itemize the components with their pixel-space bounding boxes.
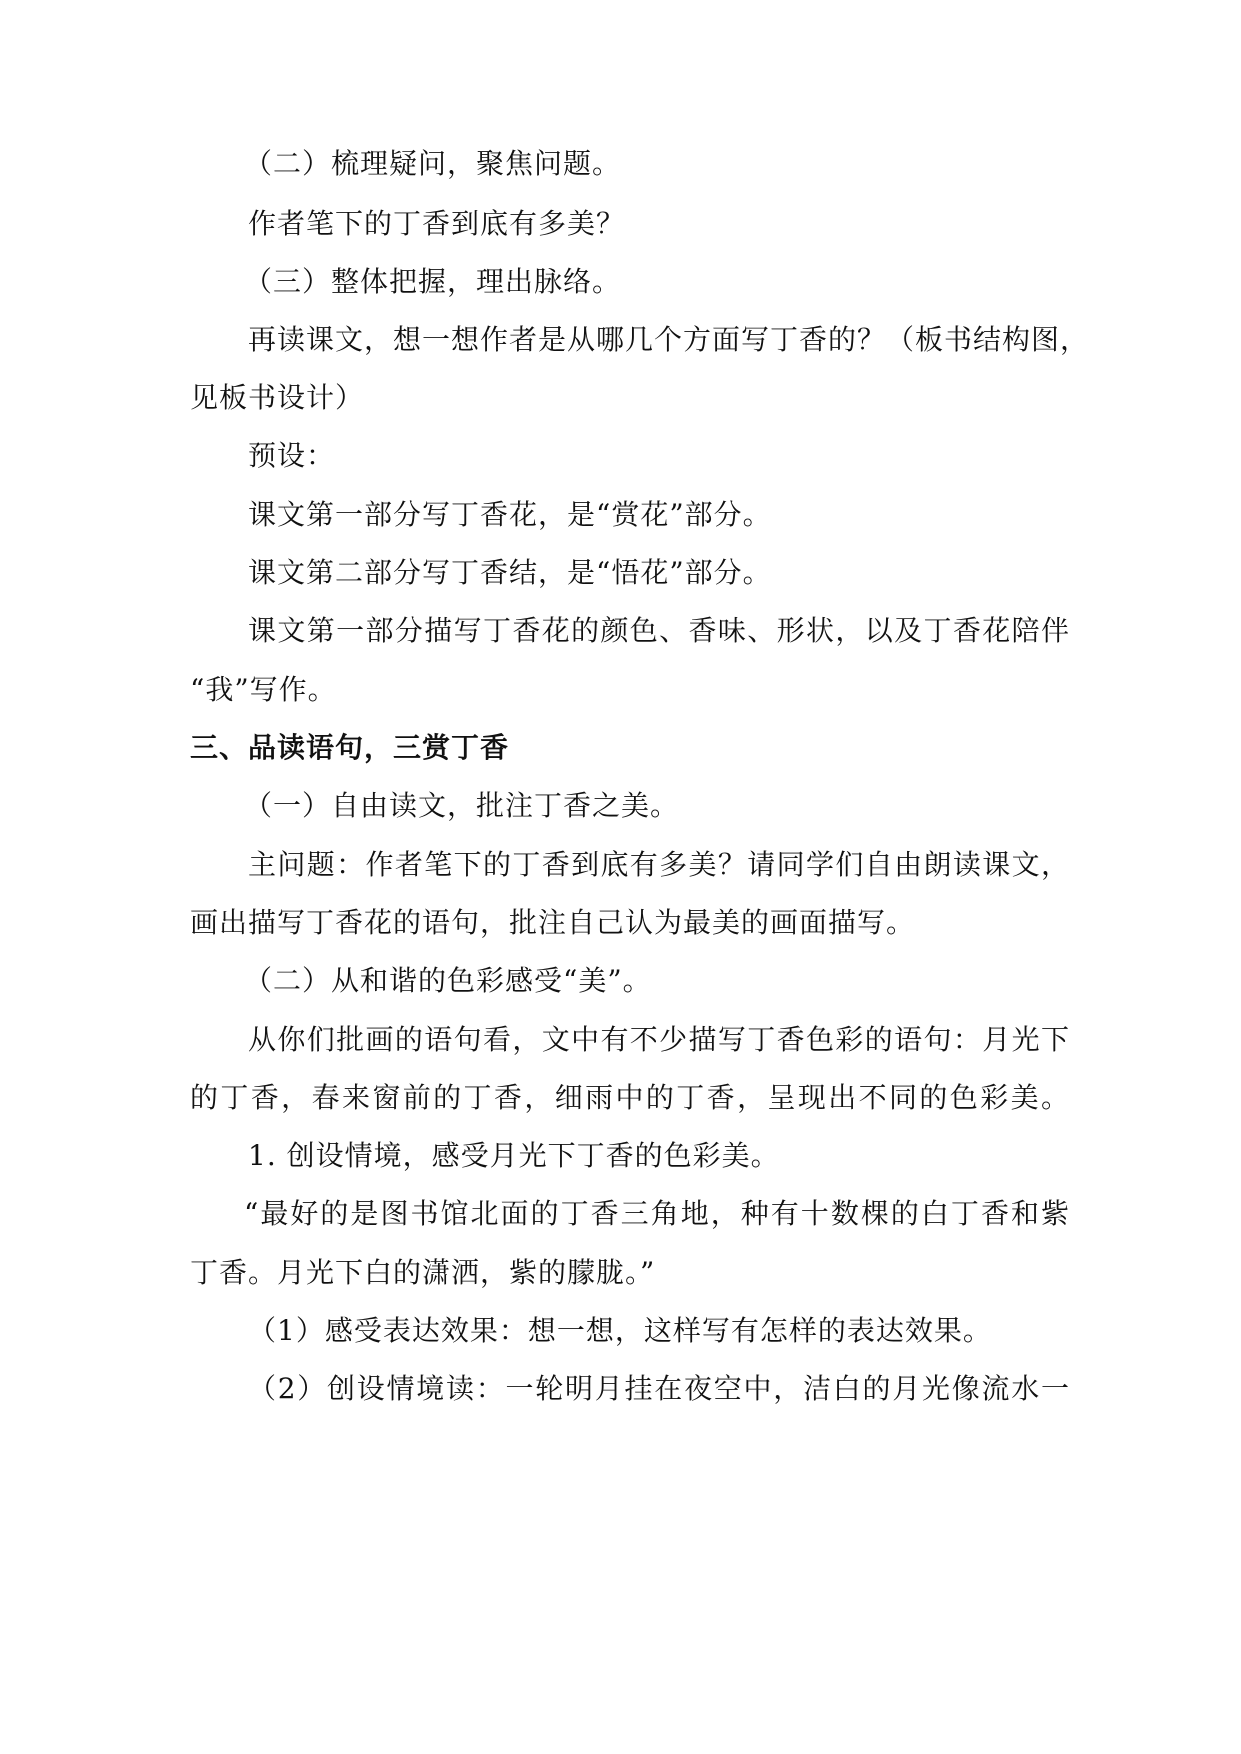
paragraph: 预设： (248, 439, 336, 472)
paragraph: 主问题：作者笔下的丁香到底有多美？请同学们自由朗读课文， (248, 848, 1070, 881)
subheading-2: （二）从和谐的色彩感受“美”。 (244, 964, 652, 997)
paragraph-continuation: 的丁香，春来窗前的丁香，细雨中的丁香，呈现出不同的色彩美。 (190, 1081, 1070, 1114)
paragraph: 课文第一部分描写丁香花的颜色、香味、形状，以及丁香花陪伴 (248, 614, 1070, 647)
quote: “最好的是图书馆北面的丁香三角地，种有十数棵的白丁香和紫 (244, 1197, 1070, 1230)
paragraph: 再读课文，想一想作者是从哪几个方面写丁香的？（板书结构图， (248, 323, 1090, 356)
sub-item: （2）创设情境读：一轮明月挂在夜空中，洁白的月光像流水一 (248, 1372, 1070, 1405)
paragraph: 课文第一部分写丁香花，是“赏花”部分。 (248, 498, 772, 531)
paragraph: 作者笔下的丁香到底有多美？ (248, 207, 626, 240)
numbered-item: 1. 创设情境，感受月光下丁香的色彩美。 (248, 1139, 780, 1172)
paragraph: 课文第二部分写丁香结，是“悟花”部分。 (248, 556, 772, 589)
subheading-3: （三）整体把握，理出脉络。 (244, 265, 622, 298)
paragraph-continuation: 见板书设计） (190, 381, 365, 414)
subheading-1: （一）自由读文，批注丁香之美。 (244, 789, 680, 822)
paragraph-continuation: “我”写作。 (190, 673, 337, 706)
paragraph-continuation: 画出描写丁香花的语句，批注自己认为最美的画面描写。 (190, 906, 916, 939)
paragraph: 从你们批画的语句看，文中有不少描写丁香色彩的语句：月光下 (248, 1023, 1070, 1056)
sub-item: （1）感受表达效果：想一想，这样写有怎样的表达效果。 (248, 1314, 992, 1347)
section-heading: 三、品读语句，三赏丁香 (190, 731, 510, 764)
subheading-2: （二）梳理疑问，聚焦问题。 (244, 147, 622, 180)
quote-continuation: 丁香。月光下白的潇洒，紫的朦胧。” (190, 1256, 656, 1289)
